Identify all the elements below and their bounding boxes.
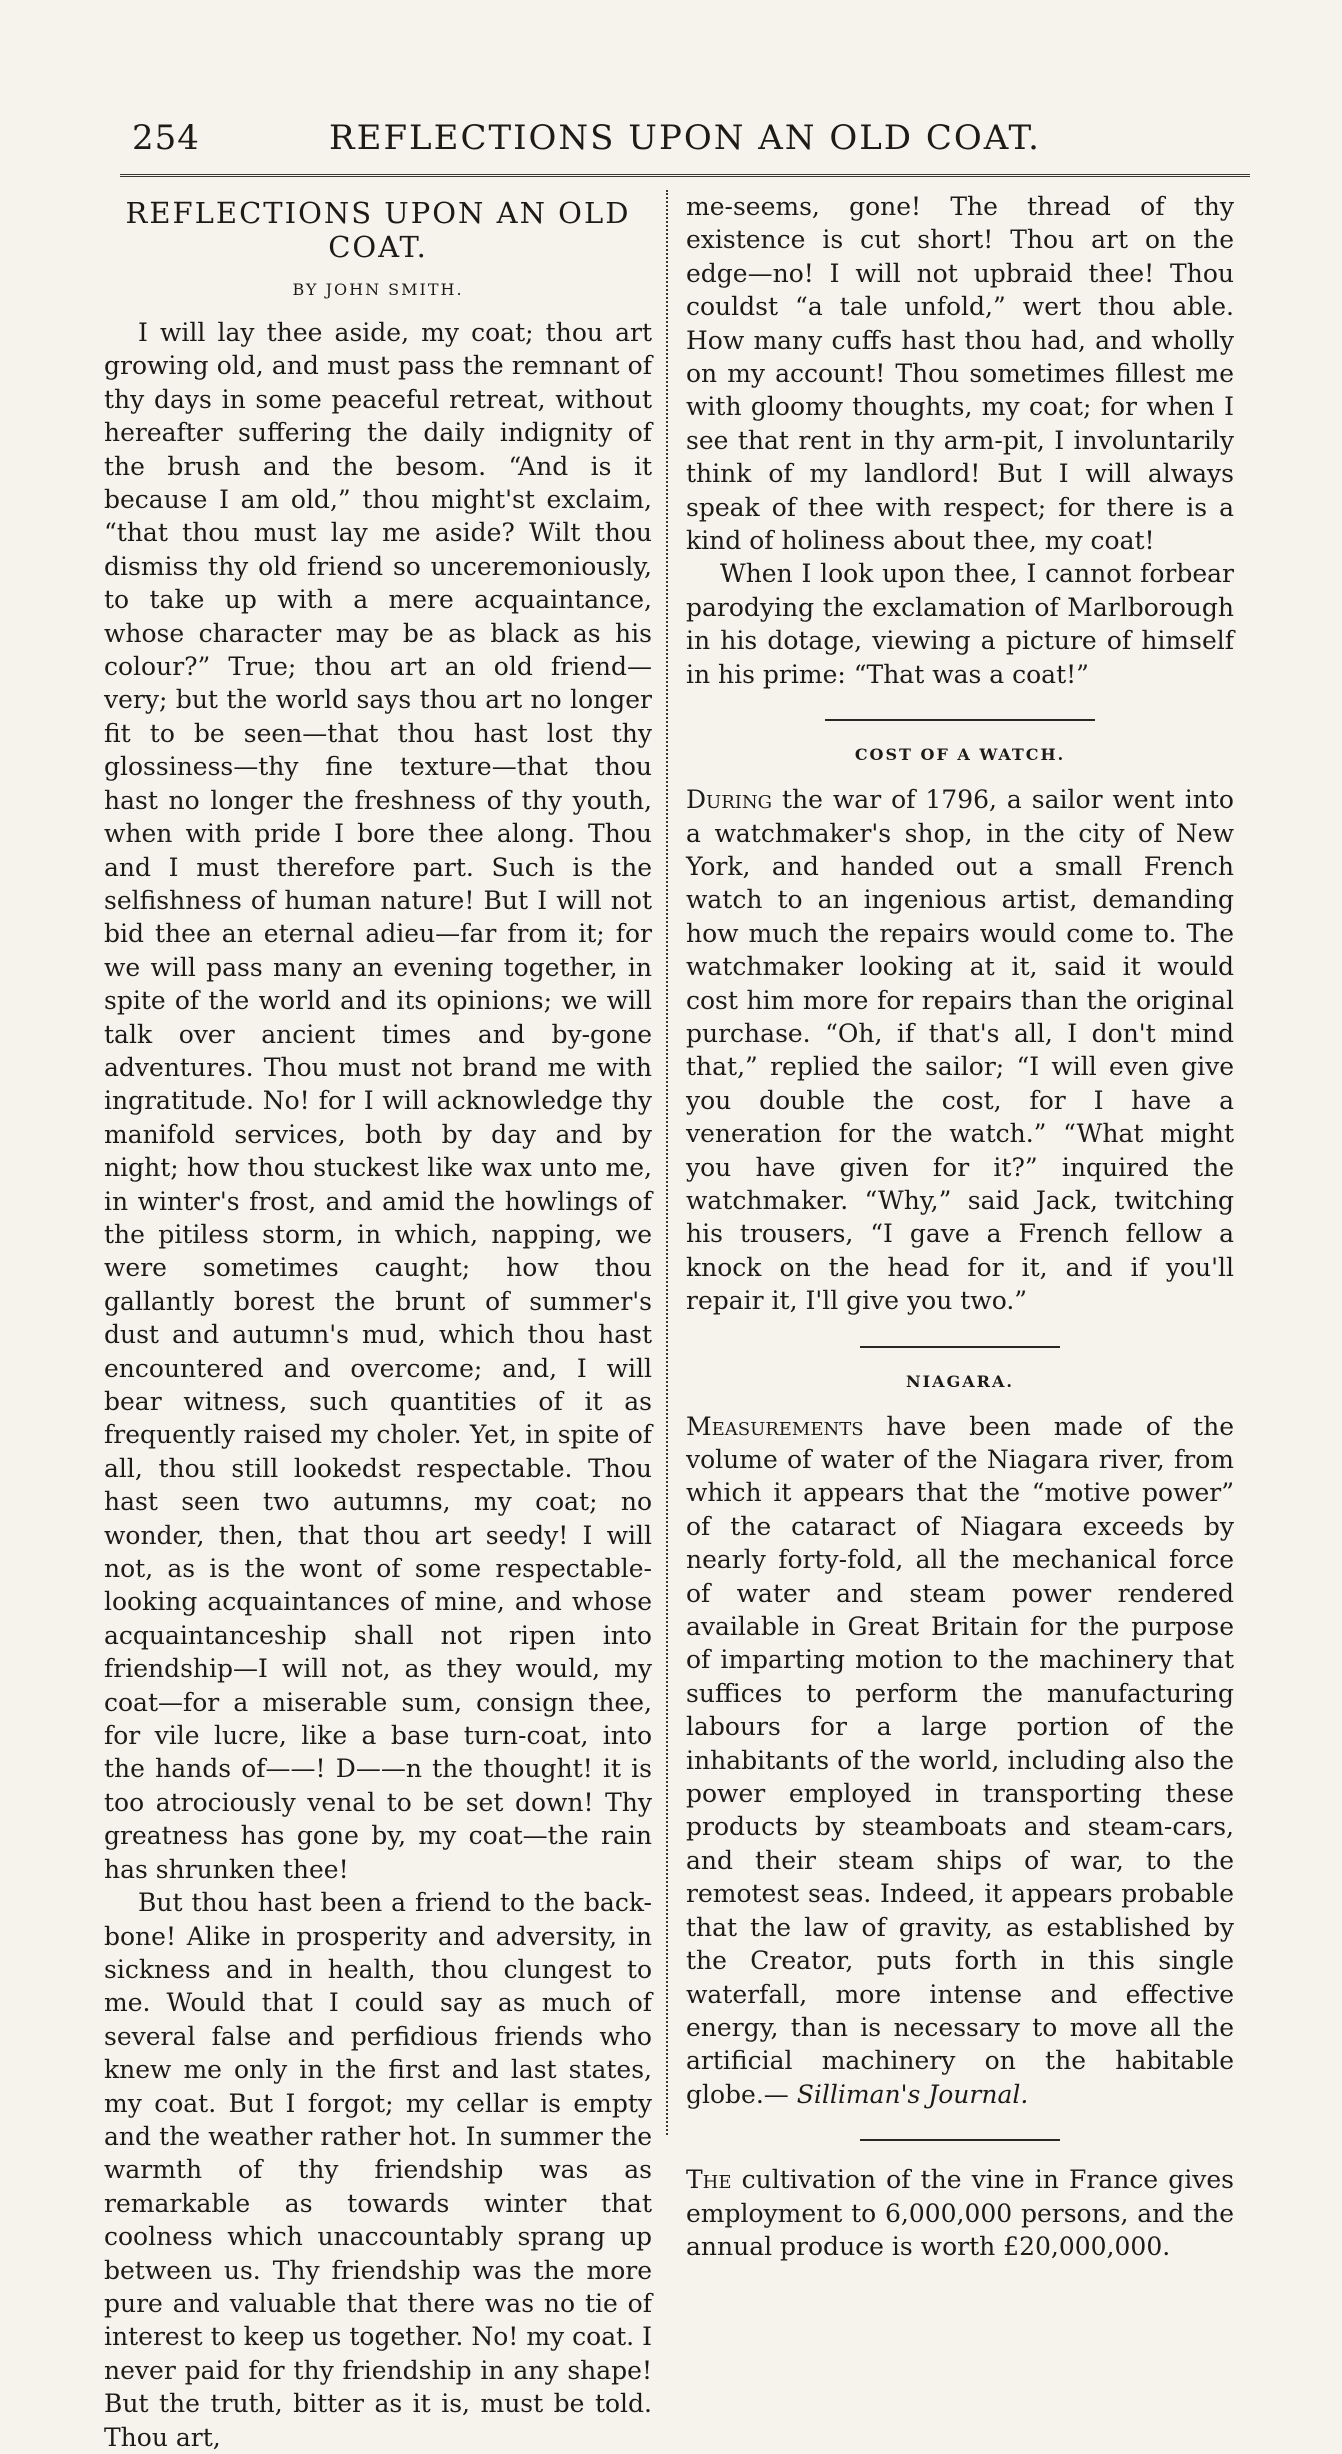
article-byline: BY JOHN SMITH. — [292, 280, 464, 299]
watch-body: the war of 1796, a sailor went into a watchmaker's shop, in the city of New York, and handed out a small French watch to an ingenious artist, demanding how much the repairs would come to. The watchmaker looking at it, said it would cost him more for repairs than the original purchase. “Oh, if that's all, I don't mind that,” replied the sailor; “I will even give you double the cost, for I have a veneration for the watch.” “What might you have given for it?” inquired the watchmaker. “Why,” said Jack, twitching his trousers, “I gave a French fellow a knock on the head for it, and if you'll repair it, I'll give you two.” — [686, 785, 1234, 1316]
section-separator — [825, 719, 1095, 721]
vine-body: cultivation of the vine in France gives employment to 6,000,000 persons, and the annual produce is worth £20,000,000. — [686, 2165, 1235, 2261]
article-paragraph: When I look upon thee, I cannot forbear parodying the exclamation of Marlborough in his dotage, viewing a picture of himself in his prime: “That was a coat!” — [686, 559, 1234, 689]
niagara-lead-word: Measurements — [686, 1411, 864, 1441]
article-title: REFLECTIONS UPON AN OLD COAT. — [125, 196, 631, 264]
section-separator — [860, 1346, 1060, 1348]
column-divider — [666, 190, 668, 2135]
page-number: 254 — [132, 118, 200, 158]
header-rule — [120, 174, 1250, 177]
article-paragraph: I will lay thee aside, my coat; thou art growing old, and must pass the remnant of thy days in some peaceful retreat, without hereafter suffering the daily indignity of the brush and the besom. “And is it because I am old,” thou might'st exclaim, “that thou must lay me aside? Wilt thou dismiss thy old friend so unceremoniously, to take up with a mere acquaintance, whose character may be as black as his colour?” True; thou art an old friend—very; but the world says thou art no longer fit to be seen—that thou hast lost thy glossiness—thy fine texture—that thou hast no longer the freshness of thy youth, when with pride I bore thee along. Thou and I must therefore part. Such is the selfishness of human nature! But I will not bid thee an eternal adieu—far from it; for we will pass many an evening together, in spite of the world and its opinions; we will talk over ancient times and by-gone adventures. Thou must not brand me with ingratitude. No! for I will acknowledge thy manifold services, both by day and by night; how thou stuckest like wax unto me, in winter's frost, and amid the howlings of the pitiless storm, in which, napping, we were sometimes caught; how thou gallantly borest the brunt of summer's dust and autumn's mud, which thou hast encountered and overcome; and, I will bear witness, such quantities of it as frequently raised my choler. Yet, in spite of all, thou still lookedst respectable. Thou hast seen two autumns, my coat; no wonder, then, that thou art seedy! I will not, as is the wont of some respectable-looking acquaintances of mine, and whose acquaintanceship shall not ripen into friendship—I will not, as they would, my coat—for a miserable sum, consign thee, for vile lucre, like a base turn-coat, into the hands of——! D——n the thought! it is too atrociously venal to be set down! Thy greatness has gone by, my coat—the rain has shrunken thee! — [104, 318, 652, 1884]
niagara-article-title: NIAGARA. — [906, 1371, 1014, 1391]
running-head: REFLECTIONS UPON AN OLD COAT. — [329, 118, 1041, 158]
watch-article-text — [686, 783, 1234, 1318]
page-header — [120, 118, 1250, 166]
article-paragraph: But thou hast been a friend to the back-bone! Alike in prosperity and adversity, in sickness and in health, thou clungest to me. Would that I could say as much of several false and perfidious friends who knew me only in the first and last states, my coat. But I forgot; my cellar is empty and the weather rather hot. In summer the warmth of thy friendship was as remarkable as towards winter that coolness which unaccountably sprang up between us. Thy friendship was the more pure and valuable that there was no tie of interest to keep us together. No! my coat. I never paid for thy friendship in any shape! But the truth, bitter as it is, must be told. Thou art, — [104, 1888, 652, 2452]
article-paragraph-continued: me-seems, gone! The thread of thy existence is cut short! Thou art on the edge—no! I will not upbraid thee! Thou couldst “a tale unfold,” wert thou able. How many cuffs hast thou had, and wholly on my account! Thou sometimes fillest me with gloomy thoughts, my coat; for when I see that rent in thy arm-pit, I involuntarily think of my landlord! But I will always speak of thee with respect; for there is a kind of holiness about thee, my coat! — [686, 192, 1234, 556]
watch-article-title: COST OF A WATCH. — [854, 745, 1066, 765]
niagara-source: Silliman's Journal. — [796, 2079, 1029, 2109]
niagara-article-text — [686, 1410, 1234, 2112]
niagara-body: have been made of the volume of water of the Niagara river, from which it appears that the “motive power” of the cataract of Niagara exceeds by nearly forty-fold, all the mechanical force of water and steam power rendered available in Great Britain for the purpose of imparting motion to the machinery that suffices to perform the manufacturing labours for a large portion of the inhabitants of the world, including also the power employed in transporting these products by steamboats and steam-cars, and their steam ships of war, to the remotest seas. Indeed, it appears probable that the law of gravity, as established by the Creator, puts forth in this single waterfall, more intense and effective energy, than is necessary to move all the artificial machinery on the habitable globe.— — [686, 1411, 1234, 2109]
right-column — [686, 190, 1234, 2263]
left-column — [104, 190, 652, 2454]
vine-article-text — [686, 2163, 1234, 2263]
watch-lead-word: During — [686, 785, 773, 815]
section-separator — [860, 2139, 1060, 2141]
vine-lead-word: The — [686, 2165, 732, 2195]
